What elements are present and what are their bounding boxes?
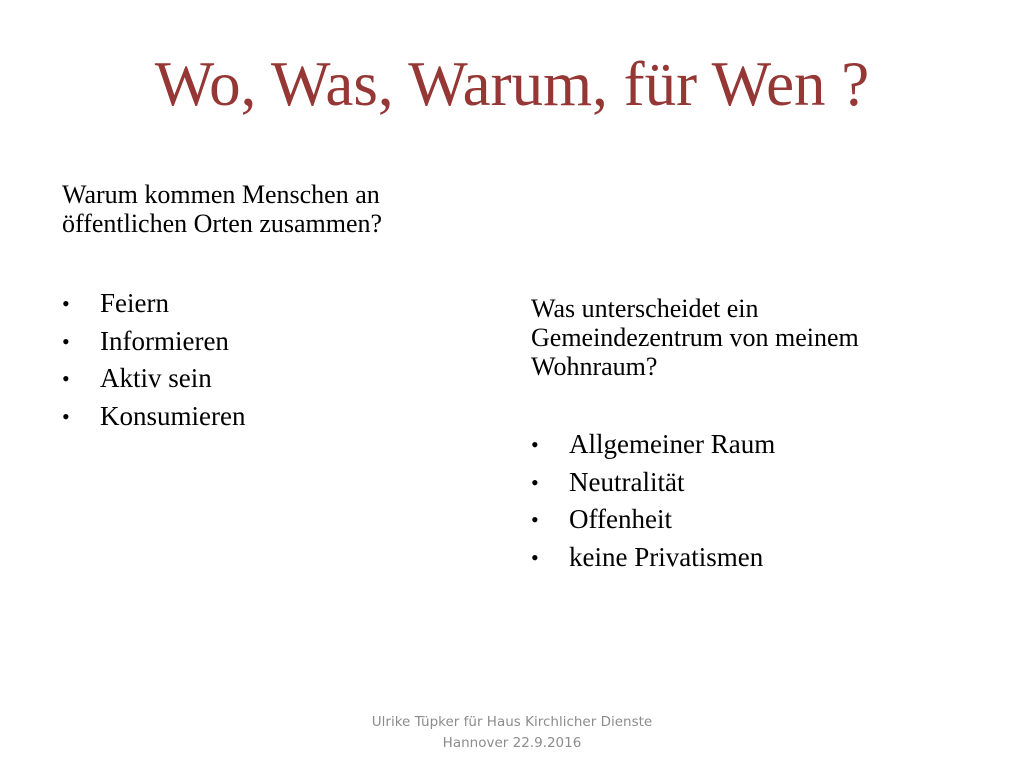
list-item-label: Allgemeiner Raum bbox=[569, 429, 776, 459]
left-question-line-1: Warum kommen Menschen an bbox=[62, 180, 380, 209]
right-question-line-1: Was unterscheidet ein bbox=[531, 294, 759, 323]
footer-line-1: Ulrike Tüpker für Haus Kirchlicher Dienste bbox=[371, 714, 653, 730]
left-bullet-list bbox=[62, 285, 502, 435]
right-question-line-2: Gemeindezentrum von meinem bbox=[531, 323, 859, 352]
bullet-icon: • bbox=[531, 507, 539, 532]
bullet-icon: • bbox=[531, 432, 539, 457]
left-question-line-2: öffentlichen Orten zusammen? bbox=[62, 209, 383, 238]
bullet-icon: • bbox=[62, 328, 70, 354]
list-item bbox=[531, 539, 991, 577]
list-item-label: keine Privatismen bbox=[569, 541, 764, 572]
list-item bbox=[62, 360, 502, 398]
footer-line-2: Hannover 22.9.2016 bbox=[442, 735, 582, 751]
list-item-label: Informieren bbox=[100, 325, 229, 356]
bullet-icon: • bbox=[62, 403, 70, 429]
list-item bbox=[531, 464, 991, 502]
left-question bbox=[62, 180, 502, 238]
right-bullet-list bbox=[531, 426, 991, 576]
bullet-icon: • bbox=[62, 291, 70, 316]
list-item bbox=[62, 398, 502, 436]
right-question bbox=[531, 294, 991, 381]
list-item bbox=[531, 426, 991, 464]
list-item bbox=[62, 285, 502, 323]
list-item-label: Aktiv sein bbox=[100, 363, 212, 393]
bullet-icon: • bbox=[62, 366, 70, 391]
right-column bbox=[531, 294, 991, 576]
list-item-label: Offenheit bbox=[569, 504, 672, 534]
slide-footer bbox=[312, 712, 712, 754]
list-item bbox=[531, 501, 991, 539]
list-item-label: Konsumieren bbox=[100, 400, 246, 431]
right-question-line-3: Wohnraum? bbox=[531, 352, 658, 381]
list-item-label: Feiern bbox=[100, 288, 169, 318]
slide-title: Wo, Was, Warum, für Wen ? bbox=[154, 49, 870, 119]
list-item-label: Neutralität bbox=[569, 466, 685, 497]
bullet-icon: • bbox=[531, 469, 539, 495]
bullet-icon: • bbox=[531, 544, 539, 570]
list-item bbox=[62, 323, 502, 361]
left-column bbox=[62, 180, 502, 435]
